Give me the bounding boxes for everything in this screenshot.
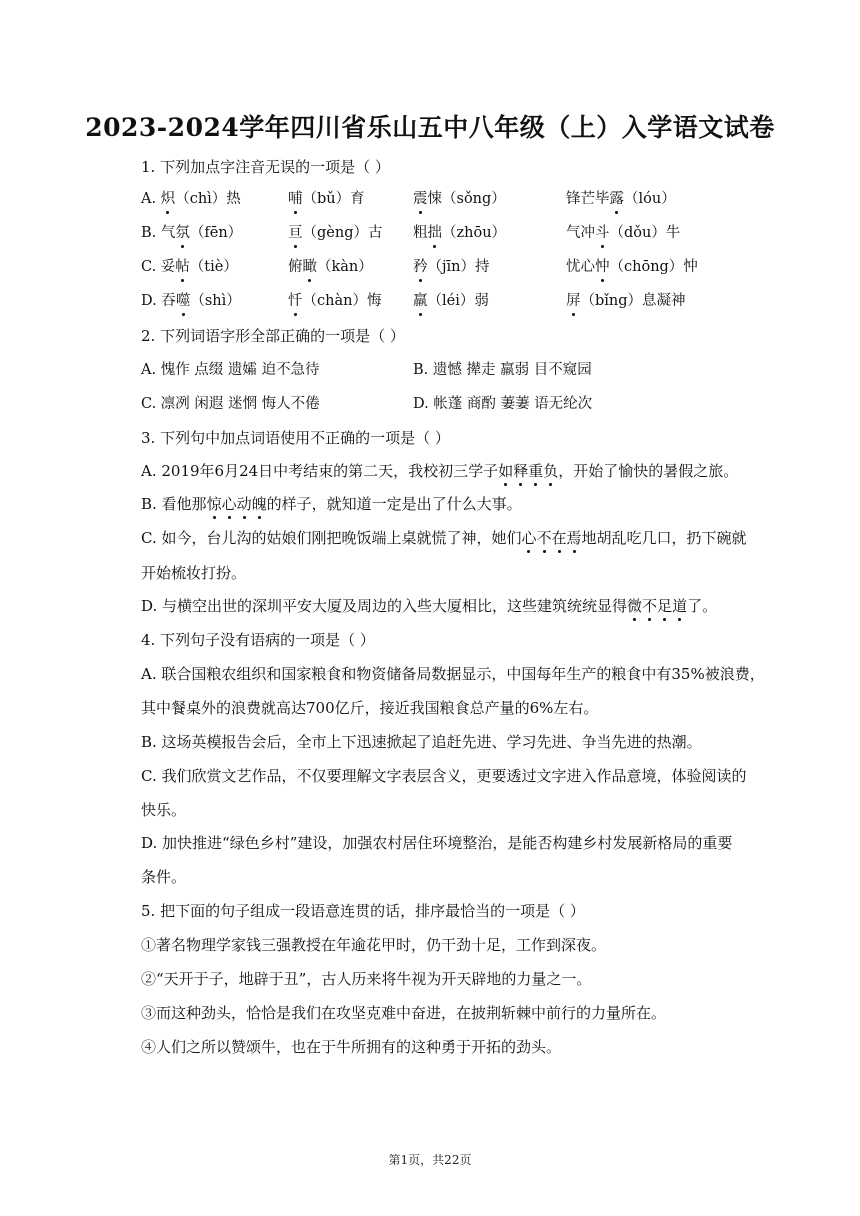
- dotted-char: 道: [672, 597, 688, 615]
- option-text: D. 吞: [141, 293, 176, 309]
- dotted-char: 拙: [427, 225, 442, 241]
- dotted-phrase: [498, 462, 558, 480]
- question-5-sentence-3: ③而这种劲头，恰恰是我们在攻坚克难中奋进，在披荆斩棘中前行的力量所在。: [141, 1004, 667, 1022]
- question-4-option-d-continued: 条件。: [141, 868, 187, 886]
- option-text: （léi）弱: [427, 293, 489, 309]
- dotted-char: 亘: [288, 225, 303, 241]
- option-text: （dǒu）牛: [609, 225, 681, 241]
- dotted-char: 噬: [175, 293, 191, 309]
- question-1-option-b-item-2: [288, 223, 382, 243]
- dotted-char: 心: [221, 495, 237, 513]
- option-text: A. 2019年6月24日中考结束的第二天，我校初三学子: [141, 462, 499, 480]
- question-3-stem: 3. 下列句中加点词语使用不正确的一项是（ ）: [141, 429, 450, 447]
- question-5-sentence-1: ①著名物理学家钱三强教授在年逾花甲时，仍干劲十足，工作到深夜。: [141, 936, 607, 954]
- question-2-option-c: C. 凛冽 闲遐 迷惘 悔人不倦: [141, 396, 320, 412]
- dotted-char: 心: [521, 529, 537, 547]
- question-1-option-c-item-3: [413, 257, 489, 277]
- question-1-stem: 1. 下列加点字注音无误的一项是（ ）: [141, 158, 390, 176]
- question-1-option-d-item-2: [288, 291, 381, 311]
- option-text: ，开始了愉快的暑假之旅。: [558, 462, 739, 480]
- option-text: （gèng）古: [302, 225, 383, 241]
- dotted-char: 忡: [595, 259, 610, 275]
- option-text: 锋芒毕: [566, 191, 610, 207]
- dotted-char: 帖: [175, 259, 190, 275]
- dotted-char: 露: [609, 191, 624, 207]
- option-text: （bǔ）育: [302, 191, 365, 207]
- dotted-char: 负: [543, 462, 559, 480]
- question-3-option-c-continued: 开始梳妆打扮。: [141, 564, 247, 582]
- page-footer: 第1页，共22页: [388, 1153, 472, 1167]
- question-1-option-b-item-3: [413, 223, 506, 243]
- question-3-option-a: [141, 461, 738, 481]
- dotted-char: 释: [513, 462, 529, 480]
- option-text: 地胡乱吃几口，扔下碗就: [581, 529, 747, 547]
- dotted-char: 如: [498, 462, 514, 480]
- option-text: A.: [141, 191, 161, 207]
- option-text: 悚（sǒng）: [427, 191, 506, 207]
- option-text: 俯: [288, 259, 303, 275]
- option-text: （kàn）: [317, 259, 373, 275]
- dotted-char: 惊: [206, 495, 222, 513]
- dotted-char: 屏: [566, 293, 581, 309]
- question-1-option-d-item-3: [413, 291, 489, 311]
- question-5-sentence-2: ②“天开于子，地辟于丑”，古人历来将牛视为开天辟地的力量之一。: [141, 970, 592, 988]
- question-2-option-b: B. 遗憾 撵走 羸弱 目不窥园: [413, 362, 592, 378]
- dotted-char: 足: [657, 597, 673, 615]
- question-4-option-a: A. 联合国粮农组织和国家粮食和物资储备局数据显示，中国每年生产的粮食中有35%被浪费，: [141, 665, 765, 683]
- option-text: 气冲: [566, 225, 595, 241]
- question-2-stem: 2. 下列词语字形全部正确的一项是（ ）: [141, 327, 405, 345]
- dotted-char: 氛: [175, 225, 190, 241]
- question-4-option-c-continued: 快乐。: [141, 801, 187, 819]
- exam-title: 2023-2024学年四川省乐山五中八年级（上）入学语文试卷: [85, 113, 775, 142]
- question-1-option-b-item-1: [141, 223, 242, 243]
- dotted-phrase: [627, 597, 687, 615]
- question-2-option-d: D. 帐蓬 商酌 萋萋 语无纶次: [413, 396, 593, 412]
- question-3-option-d: [141, 596, 717, 616]
- dotted-char: 斗: [595, 225, 610, 241]
- option-text: （tiè）: [189, 259, 238, 275]
- dotted-char: 不: [642, 597, 658, 615]
- option-text: （lóu）: [624, 191, 676, 207]
- question-2-option-a: A. 愧作 点缀 遗孀 迫不急待: [141, 362, 320, 378]
- option-text: C. 如今，台儿沟的姑娘们刚把晚饭端上桌就慌了神，她们: [141, 529, 522, 547]
- option-text: （jīn）持: [427, 259, 490, 275]
- question-3-option-b: [141, 494, 522, 514]
- option-text: （fēn）: [189, 225, 243, 241]
- question-1-option-a-item-4: [566, 189, 676, 209]
- question-1-option-a-item-3: [413, 189, 506, 209]
- question-3-option-c: [141, 528, 747, 548]
- dotted-char: 动: [236, 495, 252, 513]
- dotted-char: 焉: [566, 529, 582, 547]
- option-text: （zhōu）: [442, 225, 507, 241]
- question-4-option-c: C. 我们欣赏文艺作品，不仅要理解文字表层含义，更要透过文字进入作品意境，体验阅读的: [141, 767, 747, 785]
- question-5-stem: 5. 把下面的句子组成一段语意连贯的话，排序最恰当的一项是（ ）: [141, 902, 585, 920]
- option-text: 粗: [413, 225, 428, 241]
- dotted-phrase: [207, 495, 267, 513]
- question-1-option-d-item-4: [566, 291, 686, 311]
- dotted-char: 羸: [413, 293, 428, 309]
- option-text: C. 妥: [141, 259, 176, 275]
- option-text: B. 气: [141, 225, 176, 241]
- dotted-char: 矜: [413, 259, 428, 275]
- question-1-option-c-item-2: [288, 257, 373, 277]
- option-text: （shì）: [190, 293, 241, 309]
- option-text: B. 看他那: [141, 495, 207, 513]
- question-1-option-a-item-1: [141, 189, 241, 209]
- question-1-option-c-item-4: [566, 257, 698, 277]
- option-text: （bǐng）息凝神: [580, 293, 686, 309]
- question-4-option-b: B. 这场英模报告会后，全市上下迅速掀起了追赶先进、学习先进、争当先进的热潮。: [141, 733, 702, 751]
- question-1-option-b-item-4: [566, 223, 680, 243]
- dotted-char: 瞰: [302, 259, 317, 275]
- option-text: （chì）热: [175, 191, 241, 207]
- question-4-option-d: D. 加快推进“绿色乡村”建设，加强农村居住环境整治，是能否构建乡村发展新格局的重要: [141, 834, 733, 852]
- dotted-char: 不: [536, 529, 552, 547]
- option-text: D. 与横空出世的深圳平安大厦及周边的入些大厦相比，这些建筑统统显得: [141, 597, 628, 615]
- dotted-char: 重: [528, 462, 544, 480]
- question-5-sentence-4: ④人们之所以赞颂牛，也在于牛所拥有的这种勇于开拓的劲头。: [141, 1038, 562, 1056]
- option-text: 忧心: [566, 259, 595, 275]
- option-text: 的样子，就知道一定是出了什么大事。: [266, 495, 522, 513]
- dotted-char: 哺: [288, 191, 303, 207]
- question-1-option-d-item-1: [141, 291, 241, 311]
- question-4-option-a-continued: 其中餐桌外的浪费就高达700亿斤，接近我国粮食总产量的6%左右。: [141, 699, 599, 717]
- dotted-phrase: [521, 529, 581, 547]
- option-text: 了。: [687, 597, 718, 615]
- option-text: （chōng）忡: [609, 259, 698, 275]
- dotted-char: 微: [627, 597, 643, 615]
- dotted-char: 在: [551, 529, 567, 547]
- question-1-option-a-item-2: [288, 189, 365, 209]
- question-4-stem: 4. 下列句子没有语病的一项是（ ）: [141, 631, 375, 649]
- dotted-char: 炽: [160, 191, 176, 207]
- option-text: （chàn）悔: [302, 293, 382, 309]
- question-1-option-c-item-1: [141, 257, 238, 277]
- dotted-char: 忏: [288, 293, 303, 309]
- dotted-char: 魄: [251, 495, 267, 513]
- dotted-char: 震: [413, 191, 428, 207]
